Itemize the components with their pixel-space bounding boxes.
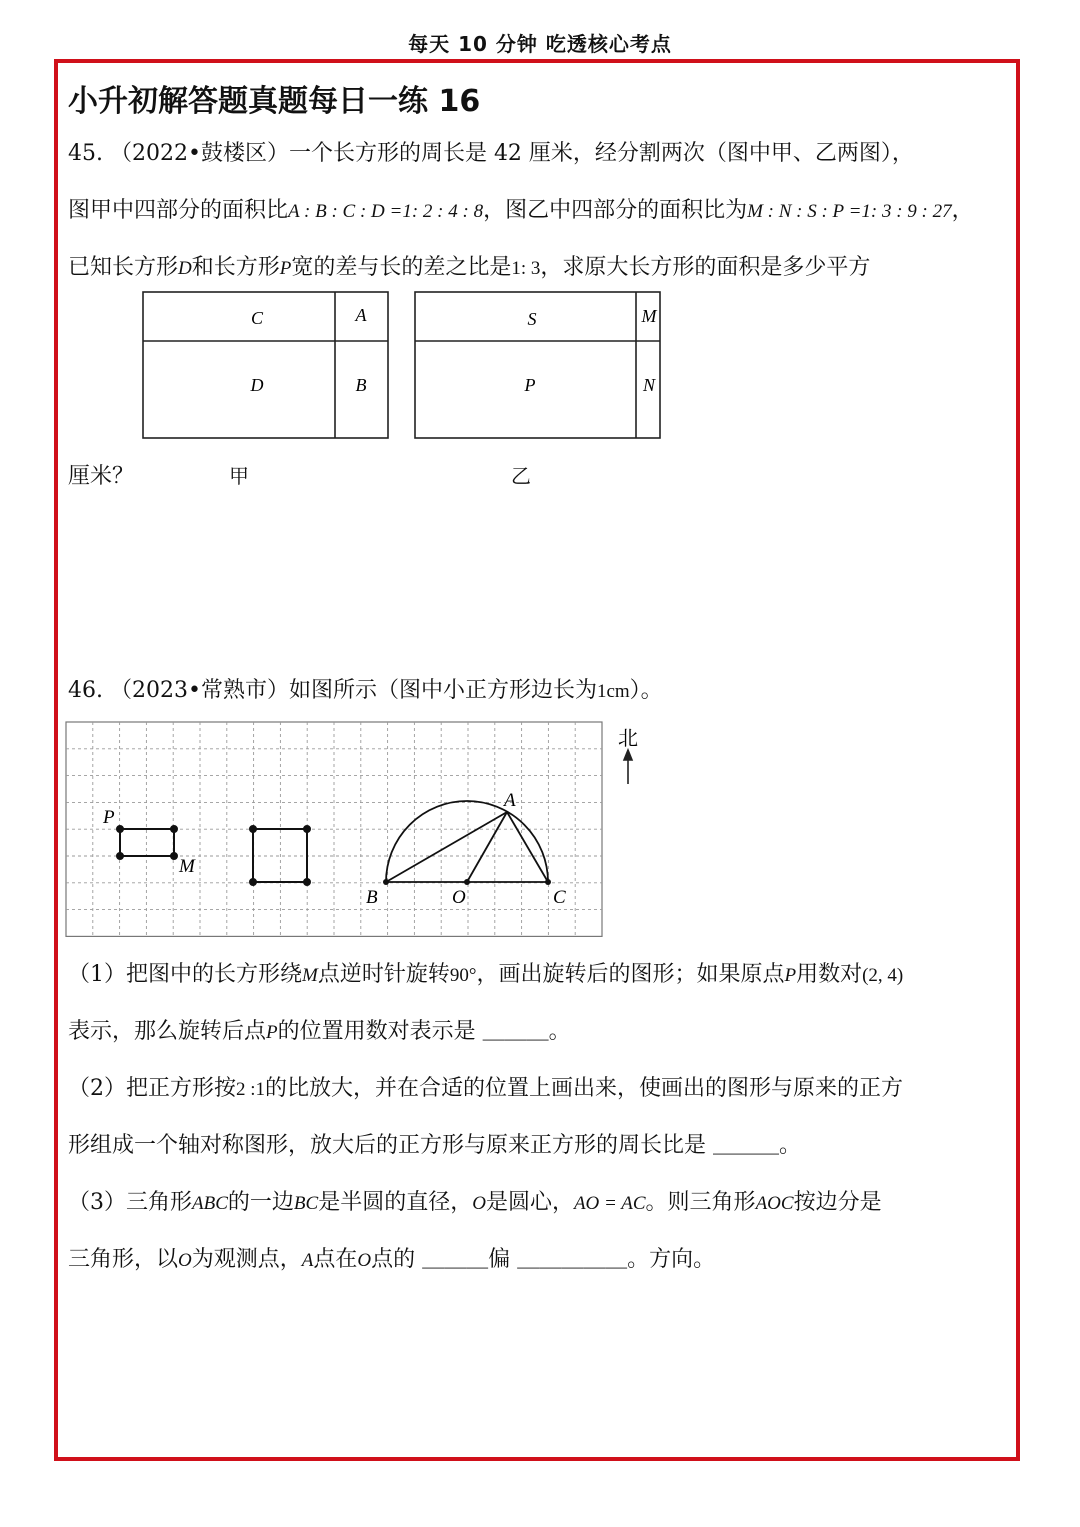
jia-label-b: B (355, 375, 367, 395)
label-p: P (103, 807, 115, 828)
q46-part1-line-2: 表示，那么旋转后点P的位置用数对表示是 ＿＿＿。 (68, 1019, 571, 1044)
label-m: M (179, 856, 195, 877)
semicircle-triangle (386, 801, 548, 882)
page-title: 小升初解答题真题每日一练 16 (68, 84, 481, 119)
point-c (545, 879, 551, 885)
figure-jia (143, 292, 388, 438)
rectangle-pm (117, 826, 177, 859)
north-label: 北 (618, 726, 638, 750)
north-arrow-icon (624, 750, 632, 784)
q45-line-1: 45. （2022•鼓楼区）一个长方形的周长是 42 厘米，经分割两次（图中甲、乙两图）， (68, 141, 914, 166)
point-b (383, 879, 389, 885)
q46-part2-line-1: （2）把正方形按2 :1的比放大，并在合适的位置上画出来，使画出的图形与原来的正方 (68, 1076, 904, 1101)
jia-label-a: A (355, 305, 367, 325)
point-o (464, 879, 470, 885)
q46-part3-line-2: 三角形，以O为观测点，A点在O点的 ＿＿＿偏 ＿＿＿＿＿。方向。 (68, 1247, 716, 1272)
q45-line-2: 图甲中四部分的面积比A : B : C : D =1: 2 : 4 : 8，图乙中四部分的面积比为M : N : S : P =1: 3 : 9 : 27， (68, 198, 974, 223)
jia-outer-rect (143, 292, 388, 438)
q46-part1-line-1: （1）把图中的长方形绕M点逆时针旋转90°，画出旋转后的图形；如果原点P用数对(2, 4) (68, 962, 904, 987)
label-a: A (504, 790, 516, 811)
label-c: C (553, 887, 566, 908)
q46-line-1: 46. （2023•常熟市）如图所示（图中小正方形边长为1cm）。 (68, 678, 663, 703)
q45-line-3: 已知长方形D和长方形P宽的差与长的差之比是1: 3，求原大长方形的面积是多少平方 (68, 255, 871, 280)
yi-label-n: N (642, 375, 656, 395)
label-b: B (366, 887, 378, 908)
yi-caption: 乙 (511, 464, 531, 488)
yi-label-m: M (641, 306, 657, 326)
q45-line-4: 厘米？ (68, 464, 135, 489)
jia-label-c: C (250, 308, 264, 328)
figure-yi (415, 292, 660, 438)
yi-label-p: P (524, 375, 536, 395)
jia-label-d: D (250, 375, 264, 395)
q46-part2-line-2: 形组成一个轴对称图形，放大后的正方形与原来正方形的周长比是 ＿＿＿。 (68, 1133, 801, 1158)
label-o: O (452, 887, 466, 908)
page-header: 每天 10 分钟 吃透核心考点 (408, 32, 672, 56)
jia-caption: 甲 (229, 464, 249, 488)
yi-label-s: S (527, 309, 537, 329)
yi-outer-rect (415, 292, 660, 438)
q46-part3-line-1: （3）三角形ABC的一边BC是半圆的直径，O是圆心，AO = AC。则三角形AOC按边分是 (68, 1190, 882, 1215)
